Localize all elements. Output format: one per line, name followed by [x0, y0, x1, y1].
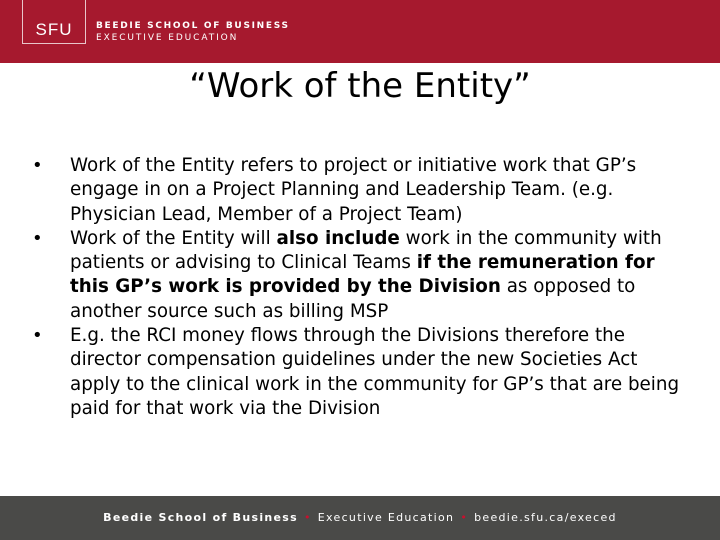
bullet-item — [32, 154, 682, 227]
logo-text: SFU — [35, 20, 73, 39]
bullet-bold-run: also include — [276, 227, 400, 249]
footer-separator: • — [460, 511, 469, 524]
bullet-run: E.g. the RCI money flows through the Divisions therefore the director compensation guidelines under the new Societies Act apply to the clinical work in the community for GP’s that are being paid for that work via the Division — [70, 325, 680, 419]
bullet-run: work in the community with patients or advising to Clinical Teams — [70, 227, 662, 274]
sfu-logo — [22, 0, 86, 44]
program-name: EXECUTIVE EDUCATION — [96, 33, 239, 43]
footer-separator: • — [304, 511, 312, 524]
bullet-dot-icon: • — [32, 155, 43, 176]
bullet-run: Work of the Entity refers to project or initiative work that GP’s engage in on a Project Planning and Leadership Team. (e.g. Physician Lead, Member of a Project Team) — [70, 155, 637, 225]
footer-text — [0, 511, 720, 524]
bullet-dot-icon: • — [32, 227, 43, 249]
slide-title: “Work of the Entity” — [189, 66, 531, 106]
bullet-list — [32, 154, 682, 421]
school-name: BEEDIE SCHOOL OF BUSINESS — [96, 21, 290, 31]
bullet-item — [32, 324, 682, 421]
header-banner — [0, 0, 720, 63]
bullet-dot-icon: • — [32, 325, 43, 347]
footer-school: Beedie School of Business — [103, 511, 298, 524]
bullet-bold-run: if the remuneration for this GP’s work is provided by the Division — [70, 252, 655, 298]
footer-program: Executive Education — [317, 511, 455, 524]
bullet-item — [32, 227, 682, 324]
bullet-run: Work of the Entity will — [70, 227, 277, 249]
bullet-text — [70, 325, 679, 419]
footer-url: beedie.sfu.ca/execed — [474, 511, 617, 524]
bullet-text — [70, 228, 662, 322]
footer-bar — [0, 496, 720, 540]
bullet-text — [70, 155, 636, 225]
bullet-run: as opposed to another source such as billing MSP — [70, 276, 636, 322]
